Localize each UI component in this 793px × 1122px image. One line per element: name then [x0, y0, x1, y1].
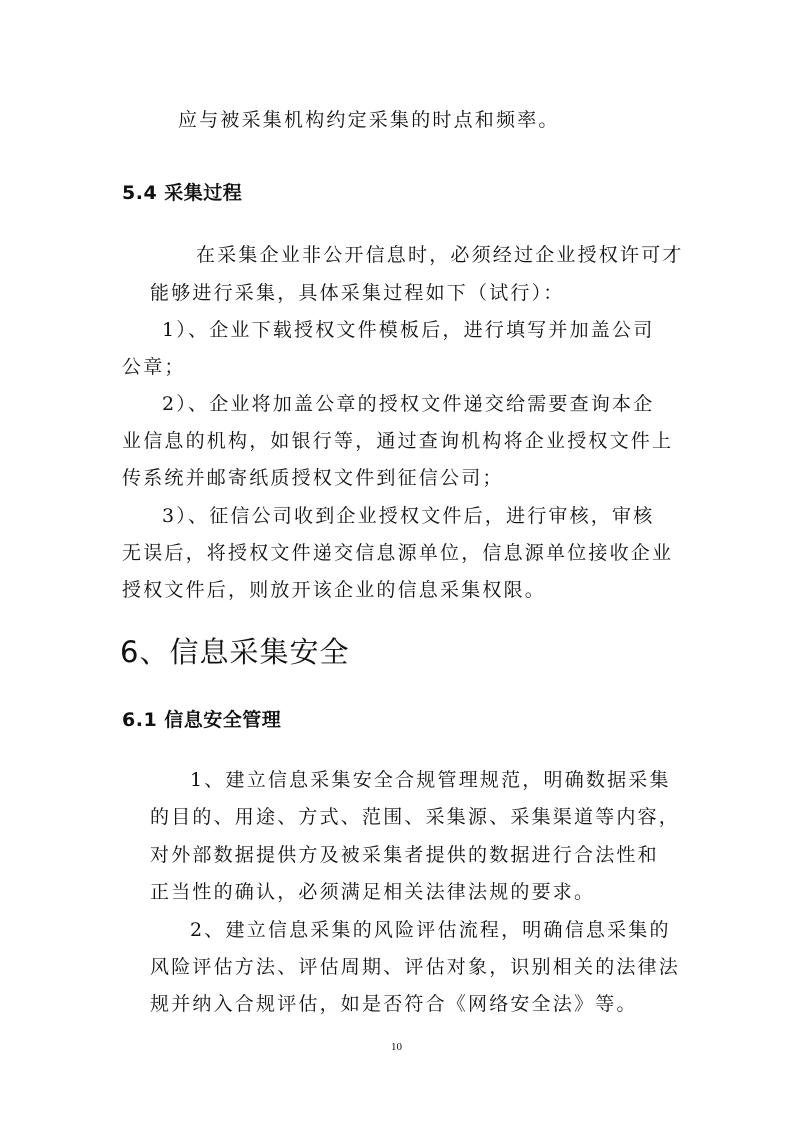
item-line: 的目的、用途、方式、范围、采集源、采集渠道等内容， [150, 806, 681, 828]
step-line: 无误后，将授权文件递交信息源单位，信息源单位接收企业 [122, 542, 674, 564]
paragraph-line: 能够进行采集，具体采集过程如下（试行）： [150, 282, 565, 304]
step-line: 授权文件后，则放开该企业的信息采集权限。 [122, 579, 547, 601]
section-6-1-heading: 6.1 信息安全管理 [122, 709, 282, 731]
item-line: 风险评估方法、评估周期、评估对象，识别相关的法律法 [150, 956, 681, 978]
step-line: 1）、企业下载授权文件模板后，进行填写并加盖公司 [162, 319, 655, 341]
section-5-4-heading: 5.4 采集过程 [122, 182, 243, 204]
step-line: 2）、企业将加盖公章的授权文件递交给需要查询本企 [162, 393, 655, 415]
item-line: 规并纳入合规评估，如是否符合《网络安全法》等。 [150, 993, 638, 1015]
step-line: 传系统并邮寄纸质授权文件到征信公司； [122, 467, 504, 489]
step-line: 公章； [122, 356, 186, 378]
section-6-heading: 6、信息采集安全 [120, 635, 350, 669]
step-line: 3）、征信公司收到企业授权文件后，进行审核，审核 [162, 505, 655, 527]
item-line: 1、建立信息采集安全合规管理规范，明确数据采集 [190, 769, 671, 791]
step-line: 业信息的机构，如银行等，通过查询机构将企业授权文件上 [122, 430, 674, 452]
page-number: 10 [391, 1041, 402, 1053]
paragraph-line: 在采集企业非公开信息时，必须经过企业授权许可才 [196, 244, 684, 266]
intro-line: 应与被采集机构约定采集的时点和频率。 [178, 109, 560, 131]
item-line: 正当性的确认，必须满足相关法律法规的要求。 [150, 881, 596, 903]
item-line: 2、建立信息采集的风险评估流程，明确信息采集的 [190, 919, 671, 941]
item-line: 对外部数据提供方及被采集者提供的数据进行合法性和 [150, 844, 659, 866]
